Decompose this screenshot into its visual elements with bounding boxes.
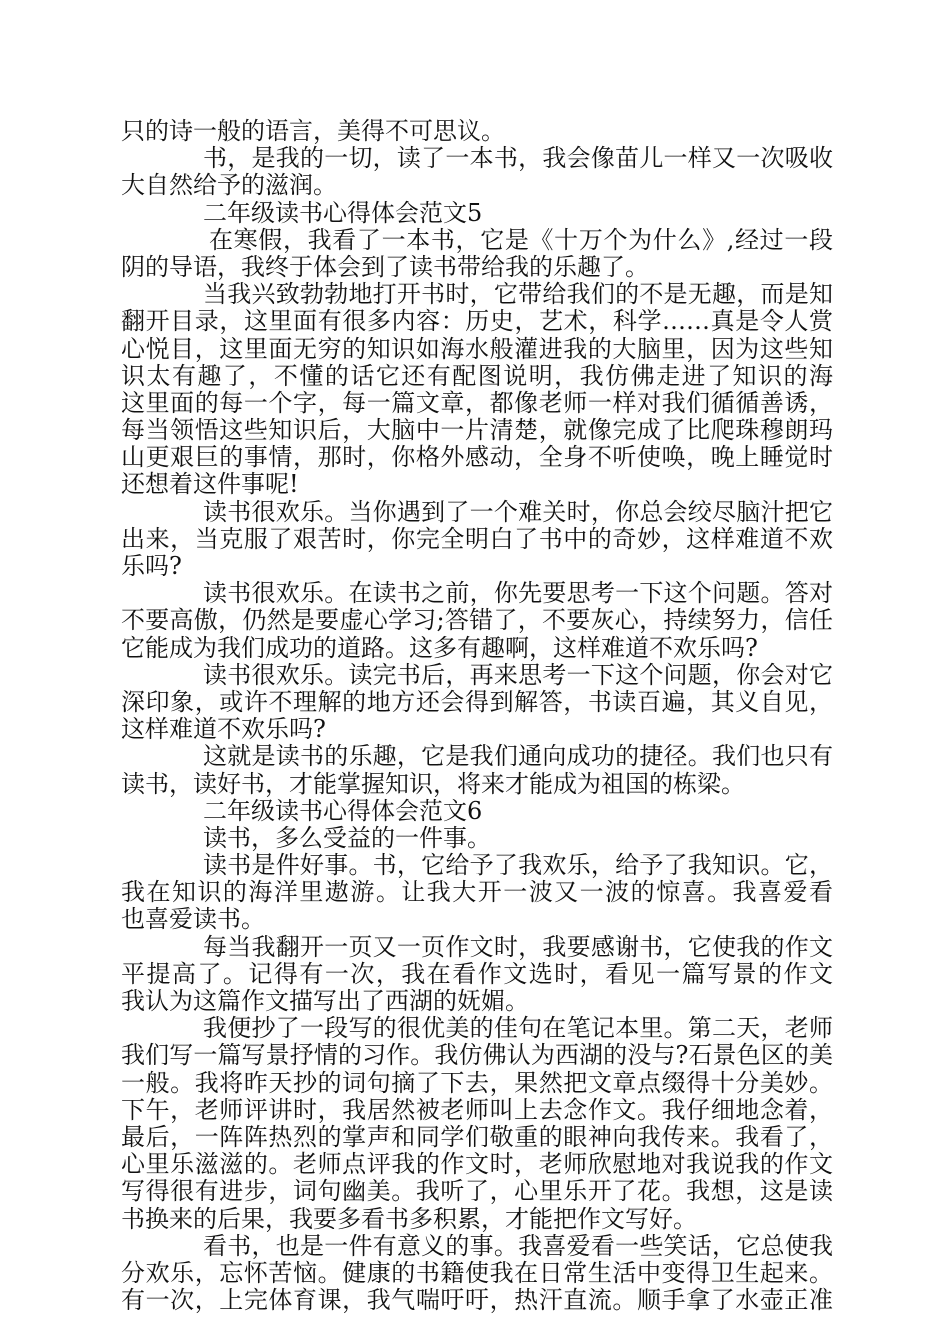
text-line: 还想着这件事呢!: [121, 471, 299, 499]
text-line: 山更艰巨的事情，那时，你格外感动，全身不听使唤，晚上睡觉时: [121, 444, 833, 472]
text-line: 一般。我将昨天抄的词句摘了下去，果然把文章点缀得十分美妙。: [121, 1069, 833, 1097]
paragraph-start-line: 我便抄了一段写的很优美的佳句在笔记本里。第二天，老师: [203, 1015, 833, 1043]
text-line: 每当领悟这些知识后，大脑中一片清楚，就像完成了比爬珠穆朗玛: [121, 417, 833, 445]
text-line: 深印象，或许不理解的地方还会得到解答，书读百遍，其义自见，: [121, 688, 833, 716]
paragraph-start-line: 每当我翻开一页又一页作文时，我要感谢书，它使我的作文: [203, 933, 833, 961]
text-line: 这样难道不欢乐吗?: [121, 716, 326, 744]
section-heading: 二年级读书心得体会范文5: [203, 199, 483, 227]
paragraph-start-line: 读书很欢乐。在读书之前，你先要思考一下这个问题。答对: [203, 580, 833, 608]
text-line: 翻开目录，这里面有很多内容：历史，艺术，科学……真是令人赏: [121, 308, 833, 336]
text-line: 最后，一阵阵热烈的掌声和同学们敬重的眼神向我传来。我看了，: [121, 1123, 833, 1151]
paragraph-start-line: 这就是读书的乐趣，它是我们通向成功的捷径。我们也只有: [203, 743, 833, 771]
text-line: 不要高傲，仍然是要虚心学习;答错了，不要灰心，持续努力，信任: [121, 607, 833, 635]
paragraph-start-line: 在寒假，我看了一本书，它是《十万个为什么》,经过一段: [209, 226, 833, 254]
text-line: 我认为这篇作文描写出了西湖的妩媚。: [121, 988, 529, 1015]
text-line: 它能成为我们成功的道路。这多有趣啊，这样难道不欢乐吗?: [121, 634, 758, 662]
text-line: 大自然给予的滋润。: [121, 172, 337, 200]
text-line: 下午，老师评讲时，我居然被老师叫上去念作文。我仔细地念着，: [121, 1096, 833, 1124]
text-line: 我们写一篇写景抒情的习作。我仿佛认为西湖的没与?石景色区的美: [121, 1042, 833, 1070]
paragraph-start-line: 当我兴致勃勃地打开书时，它带给我们的不是无趣，而是知: [203, 281, 833, 309]
text-line: 乐吗?: [121, 553, 182, 580]
paragraph-start-line: 读书很欢乐。读完书后，再来思考一下这个问题，你会对它: [203, 661, 833, 689]
text-line: 心里乐滋滋的。老师点评我的作文时，老师欣慰地对我说我的作文: [121, 1151, 833, 1179]
section-heading: 二年级读书心得体会范文6: [203, 797, 483, 825]
text-line: 平提高了。记得有一次，我在看作文选时，看见一篇写景的作文: [121, 960, 833, 988]
text-line: 心悦目，这里面无穷的知识如海水般灌进我的大脑里，因为这些知: [121, 335, 833, 363]
text-line: 阴的导语，我终于体会到了读书带给我的乐趣了。: [121, 253, 649, 281]
text-line: 读书，读好书，才能掌握知识，将来才能成为祖国的栋梁。: [121, 770, 745, 798]
text-line: 出来，当克服了艰苦时，你完全明白了书中的奇妙，这样难道不欢: [121, 525, 833, 553]
text-line: 有一次，上完体育课，我气喘吁吁，热汗直流。顺手拿了水壶正准: [121, 1287, 833, 1315]
text-line: 识太有趣了，不懂的话它还有配图说明，我仿佛走进了知识的海: [121, 362, 833, 390]
document-body: [121, 118, 833, 1314]
paragraph-start-line: 读书，多么受益的一件事。: [203, 824, 491, 852]
text-line: 分欢乐，忘怀苦恼。健康的书籍使我在日常生活中变得卫生起来。: [121, 1259, 833, 1287]
paragraph-start-line: 读书是件好事。书，它给予了我欢乐，给予了我知识。它，: [203, 852, 833, 880]
text-line: 书换来的后果，我要多看书多积累，才能把作文写好。: [121, 1205, 697, 1233]
text-line: 写得很有进步，词句幽美。我听了，心里乐开了花。我想，这是读: [121, 1178, 833, 1206]
paragraph-start-line: 书，是我的一切，读了一本书，我会像苗儿一样又一次吸收: [203, 145, 833, 173]
text-line: 也喜爱读书。: [121, 906, 265, 934]
paragraph-start-line: 读书很欢乐。当你遇到了一个难关时，你总会绞尽脑汁把它: [203, 498, 833, 526]
text-line: 只的诗一般的语言，美得不可思议。: [121, 118, 505, 145]
text-line: 这里面的每一个字，每一篇文章，都像老师一样对我们循循善诱，: [121, 389, 833, 417]
text-line: 我在知识的海洋里遨游。让我大开一波又一波的惊喜。我喜爱看: [121, 879, 833, 907]
paragraph-start-line: 看书，也是一件有意义的事。我喜爱看一些笑话，它总使我: [203, 1232, 833, 1260]
